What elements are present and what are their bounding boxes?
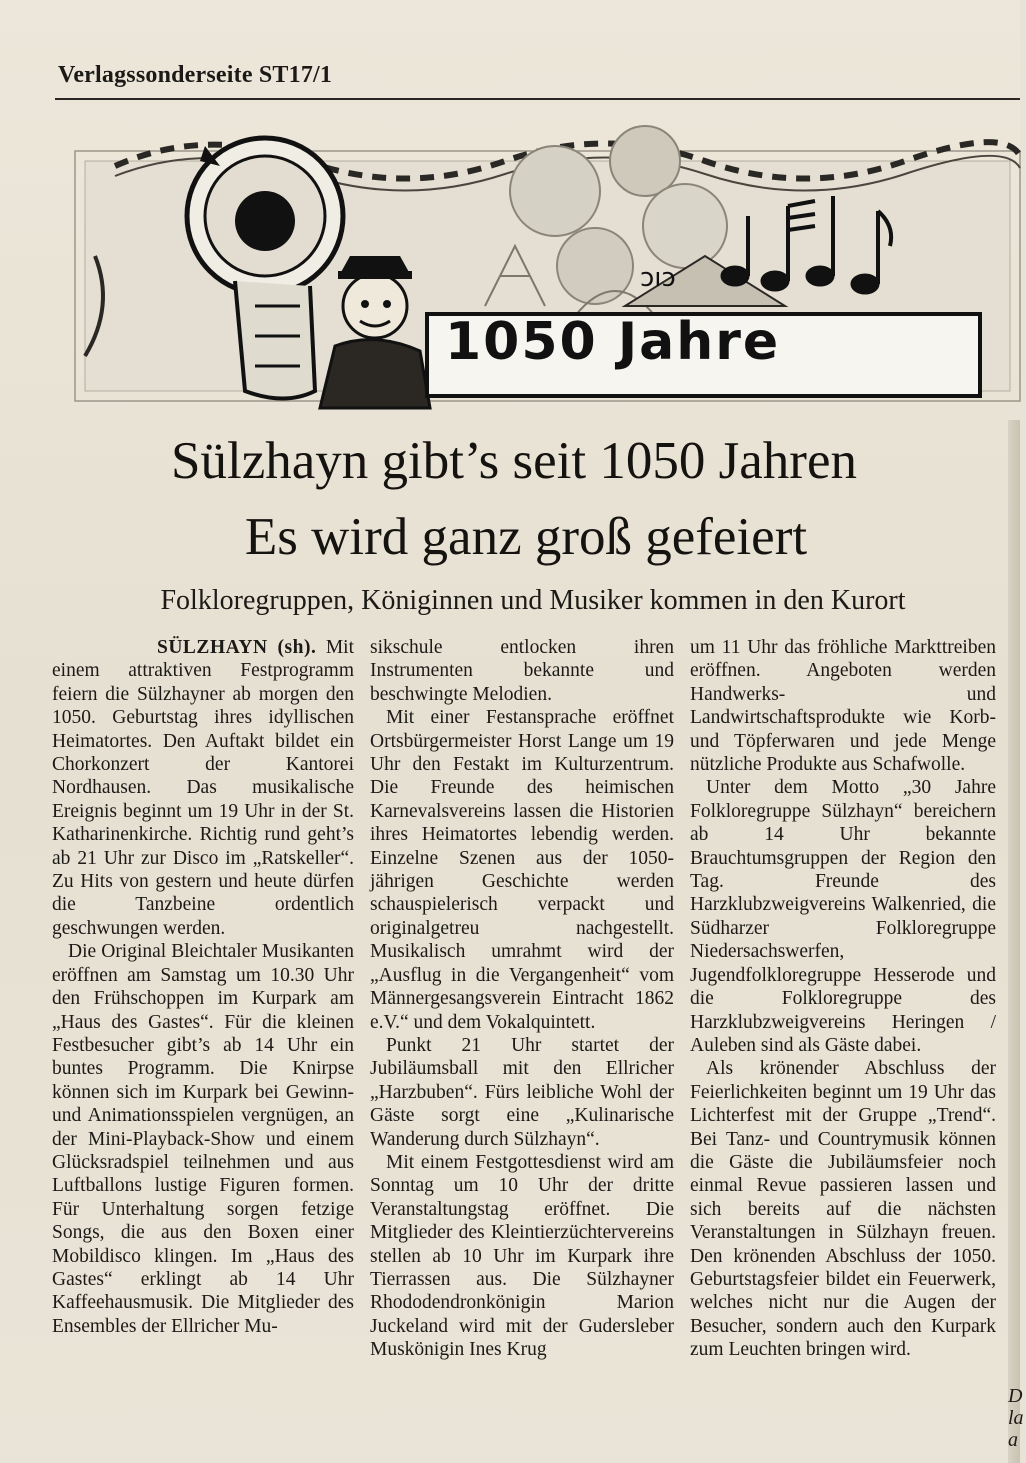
article-column-1: [52, 636, 354, 1338]
paragraph: Mit einer Festansprache eröffnet Ortsbürgermeister Horst Lange um 19 Uhr den Festakt im Kulturzentrum. Die Freunde des heimischen Karnevalsvereins lassen die Historien ihres Heimatortes lebendig werden. Einzelne Szenen aus der 1050-jährigen Geschichte werden schauspielerisch verpackt und originalgetreu nachgestellt. Musikalisch umrahmt wird der „Ausflug in die Vergangenheit“ vom Männergesangsverein Eintracht 1862 e.V.“ und dem Vokalquintett.: [370, 707, 674, 1033]
paragraph: Unter dem Motto „30 Jahre Folkloregruppe Sülzhayn“ bereichern ab 14 Uhr bekannte Brauchtumsgruppen der Region den Tag. Freunde des Harzklubzweigvereins Walkenried, die Südharzer Folkloregruppe Niedersachswerfen, Jugendfolkloregruppe Hesserode und die Folkloregruppe des Harzklubzweigvereins Heringen / Auleben sind als Gäste dabei.: [690, 777, 996, 1056]
article-column-3: [690, 636, 996, 1362]
paragraph: Punkt 21 Uhr startet der Jubiläumsball mit den Ellricher „Harzbuben“. Fürs leibliche Wohl der Gäste sorgt eine „Kulinarische Wanderung durch Sülzhayn“.: [370, 1034, 674, 1150]
banner-title: 1050 Jahre: [445, 312, 781, 372]
subheadline: Folkloregruppen, Königinnen und Musiker kommen in den Kurort: [160, 585, 906, 616]
paragraph: sikschule entlocken ihren Instrumenten bekannte und beschwingte Melodien.: [370, 637, 674, 705]
article-column-2: [370, 636, 674, 1362]
paragraph: Als krönender Abschluss der Feierlichkeiten beginnt um 19 Uhr das Lichterfest mit der Gruppe „Trend“. Bei Tanz- und Countrymusik können die Gäste die Jubiläumsfeier noch einmal Revue passieren lassen und sich bereits auf die nächsten Veranstaltungen in Sülzhayn freuen. Den krönenden Abschluss der 1050. Geburtstagsfeier bildet ein Feuerwerk, welches nicht nur die Augen der Besucher, sondern auch den Kurpark zum Leuchten bringen wird.: [690, 1058, 996, 1361]
paragraph: [52, 636, 354, 940]
headline-line-1: Sülzhayn gibt’s seit 1050 Jahren: [171, 432, 857, 490]
paragraph: Mit einem Festgottesdienst wird am Sonntag um 10 Uhr der dritte Veranstaltungstag eröffnet. Die Mitglieder des Kleintierzüchtervereins stellen ab 10 Uhr im Kurpark ihre Tierrassen aus. Die Sülzhayner Rhododendronkönigin Marion Juckeland wird mit der Gudersleber Muskönigin Ines Krug: [370, 1151, 674, 1361]
adjacent-page-letters: D la a: [1008, 1385, 1024, 1451]
header-rule: [55, 98, 1020, 100]
paragraph: Die Original Bleichtaler Musikanten eröffnen am Samstag um 10.30 Uhr den Frühschoppen im Kurpark am „Haus des Gastes“. Für die kleinen Festbesucher gibt’s ab 14 Uhr ein buntes Programm. Die Knirpse können sich im Kurpark bei Gewinn- und Animationsspielen vergnügen, an der Mini-Playback-Show und einem Glücksradspiel teilnehmen und aus Luftballons lustige Figuren formen. Für Unterhaltung sorgen fetzige Songs, die aus den Boxen einer Mobildisco klingen. Im „Haus des Gastes“ erklingt ab 14 Uhr Kaffeehausmusik. Die Mitglieder des Ensembles der Ellricher Mu-: [52, 941, 354, 1337]
dateline: SÜLZHAYN (sh).: [157, 637, 317, 658]
svg-text:ɔıɔ: ɔıɔ: [640, 263, 676, 293]
page-header: Verlagssonderseite ST17/1: [58, 62, 333, 88]
paragraph-text: Mit einem attraktiven Festprogramm feiern die Sülzhayner ab morgen den 1050. Geburtstag ihres idyllischen Heimatortes. Den Auftakt bildet ein Chorkonzert der Kantorei Nordhausen. Das musikalische Ereignis beginnt um 19 Uhr in der St. Katharinenkirche. Richtig rund geht’s ab 21 Uhr zur Disco im „Ratskeller“. Zu Hits von gestern und heute dürfen die Tanzbeine ordentlich geschwungen werden.: [52, 637, 354, 939]
headline-line-2: Es wird ganz groß gefeiert: [244, 508, 808, 566]
paragraph: um 11 Uhr das fröhliche Markttreiben eröffnen. Angeboten werden Handwerks- und Landwirtschaftsprodukte wie Korb- und Töpferwaren und jede Menge nützliche Produkte aus Schafwolle.: [690, 637, 996, 776]
adjacent-page-edge: [1008, 420, 1020, 1463]
